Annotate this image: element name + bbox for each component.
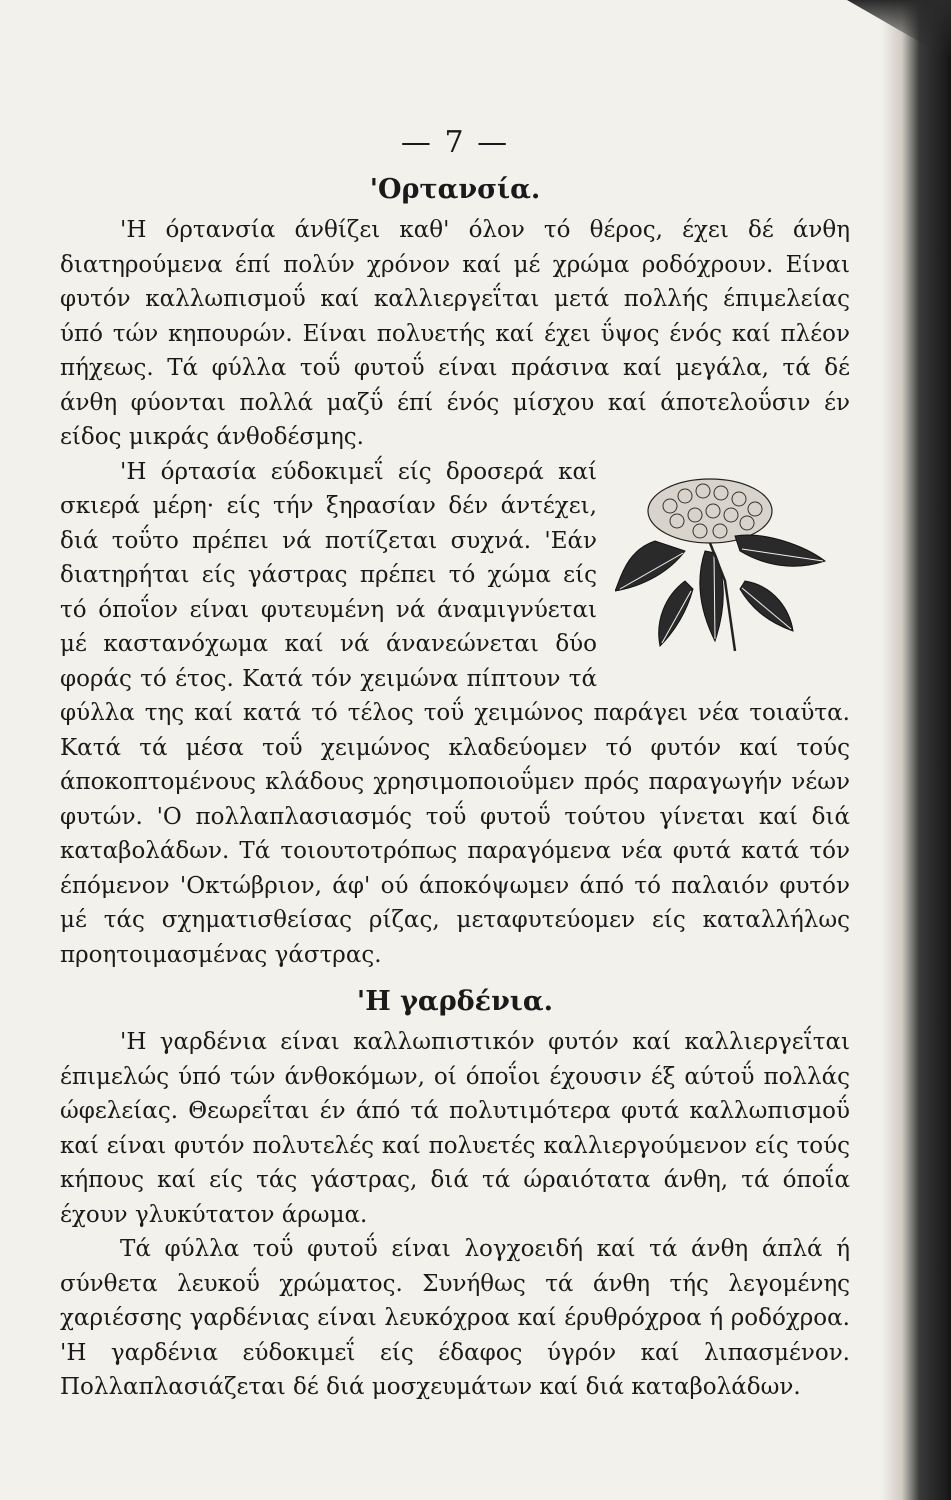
page-number: — 7 — [400, 125, 510, 160]
hydrangea-illustration [615, 471, 830, 661]
binding-edge [881, 0, 951, 1500]
paragraph-hortensia-2: 'Η όρτασία εύδοκιμεΐ είς δροσερά καί σκιερά μέρη· είς τήν ξηρασίαν δέν άντέχει, διά τοΰτο πρέπει νά ποτίζεται συχνά. 'Εάν διατηρήται είς γάστρας πρέπει τό χώμα είς τό όποΐον είναι φυτευμένη νά άναμιγνύεται μέ καστανόχωμα καί νά άνανεώνεται δύο φοράς τό έτος. Κατά τόν χειμώνα πίπτουν τά φύλλα της καί κατά τό τέλος τοΰ χειμώνος παράγει νέα τοιαΰτα. Κατά τά μέσα τοΰ χειμώνος κλαδεύομεν τό φυτόν καί τούς άποκοπτομένους κλάδους χρησιμοποιοΰμεν πρός παραγωγήν νέων φυτών. 'Ο πολλαπλασιασμός τοΰ φυτοΰ τούτου γίνεται καί διά καταβολάδων. Τά τοιουτοτρόπως παραγόμενα νέα φυτά κατά τόν έπόμενον 'Οκτώβριον, άφ' ού άποκόψωμεν άπό τό παλαιόν φυτόν μέ τάς σχηματισθείσας ρίζας, μεταφυτεύομεν είς καταλλήλως προητοιμασμένας γάστρας. [60, 458, 850, 968]
page-content [60, 125, 850, 1405]
paragraph-hortensia-1: 'Η όρτανσία άνθίζει καθ' όλον τό θέρος, έχει δέ άνθη διατηρούμενα έπί πολύν χρόνον καί μέ χρώμα ροδόχρουν. Είναι φυτόν καλλωπισμοΰ καί καλλιεργεΐται μετά πολλής έπιμελείας ύπό τών κηπουρών. Είναι πολυετής καί έχει ΰψος ένός καί πλέον πήχεως. Τά φύλλα τοΰ φυτοΰ είναι πράσινα καί μεγάλα, τά δέ άνθη φύονται πολλά μαζΰ έπί ένός μίσχου καί άποτελοΰσιν έν είδος μικράς άνθοδέσμης. [60, 217, 850, 450]
paragraph-gardenia-1: 'Η γαρδένια είναι καλλωπιστικόν φυτόν καί καλλιεργεΐται έπιμελώς ύπό τών άνθοκόμων, οί όποΐοι έχουσιν έξ αύτοΰ πολλάς ώφελείας. Θεωρεΐται έν άπό τά πολυτιμότερα φυτά καλλωπισμοΰ καί είναι φυτόν πολυτελές καί πολυετές καλλιεργούμενον είς τούς κήπους καί είς τάς γάστρας, διά τά ώραιότατα άνθη, τά όποΐα έχουν γλυκύτατον άρωμα. [60, 1029, 850, 1228]
paragraph-gardenia-2: Τά φύλλα τοΰ φυτοΰ είναι λογχοειδή καί τά άνθη άπλά ή σύνθετα λευκοΰ χρώματος. Συνήθως τά άνθη τής λεγομένης χαριέσσης γαρδένιας είναι λευκόχροα καί έρυθρόχροα ή ροδόχροα. 'Η γαρδένια εύδοκιμεΐ είς έδαφος ύγρόν καί λιπασμένον. Πολλαπλασιάζεται δέ διά μοσχευμάτων καί διά καταβολάδων. [60, 1236, 850, 1400]
section-title-gardenia: 'Η γαρδένια. [356, 986, 554, 1017]
section-title-hortensia: 'Ορτανσία. [369, 174, 541, 205]
